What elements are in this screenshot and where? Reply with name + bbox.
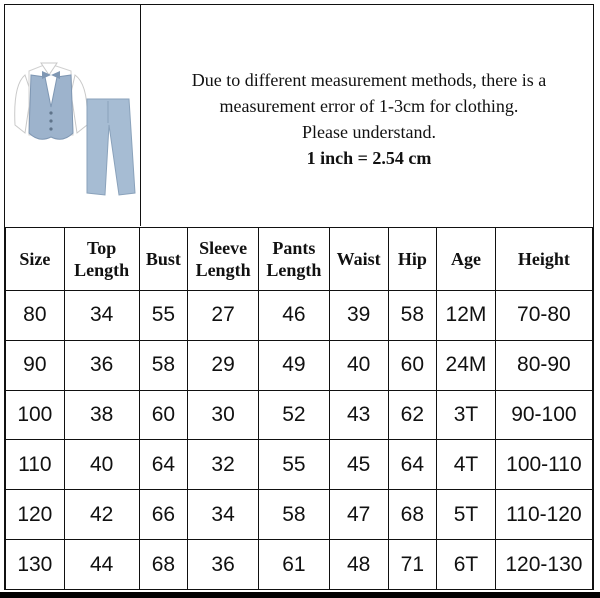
note-line-3: Please understand. [302,122,436,142]
table-cell: 100-110 [495,440,592,490]
column-header [188,228,259,291]
column-header-text: Waist [336,249,381,269]
table-cell: 45 [329,440,388,490]
table-cell: 32 [188,440,259,490]
column-header-text: Size [19,249,51,269]
table-cell: 43 [329,390,388,440]
table-cell: 24M [437,340,496,390]
table-cell: 110-120 [495,490,592,540]
table-cell: 71 [388,540,437,590]
inch-conversion: 1 inch = 2.54 cm [306,148,432,168]
note-line-1: Due to different measurement methods, there is a [191,70,547,90]
table-cell: 12M [437,291,496,341]
size-chart [4,4,594,590]
column-header-text: Hip [397,249,427,269]
table-cell: 34 [188,490,259,540]
table-cell: 130 [6,540,65,590]
column-header-text: Length [266,260,322,280]
column-header-text: Pants [272,238,316,258]
chart-header [5,5,593,228]
table-cell: 55 [139,291,188,341]
boys-suit-icon [5,5,139,225]
table-cell: 40 [64,440,139,490]
column-header-text: Length [195,260,251,280]
table-cell: 64 [388,440,437,490]
column-header-text: Top [86,238,117,258]
table-cell: 34 [64,291,139,341]
table-cell: 52 [259,390,330,440]
table-cell: 44 [64,540,139,590]
size-table [5,227,593,590]
table-cell: 55 [259,440,330,490]
table-cell: 46 [259,291,330,341]
table-cell: 64 [139,440,188,490]
table-row [6,490,593,540]
table-cell: 42 [64,490,139,540]
table-cell: 58 [259,490,330,540]
table-cell: 4T [437,440,496,490]
table-cell: 49 [259,340,330,390]
table-cell: 40 [329,340,388,390]
column-header [329,228,388,291]
table-cell: 39 [329,291,388,341]
column-header [437,228,496,291]
table-cell: 120 [6,490,65,540]
table-cell: 70-80 [495,291,592,341]
column-header-text: Length [74,260,130,280]
table-cell: 47 [329,490,388,540]
table-cell: 60 [139,390,188,440]
table-cell: 3T [437,390,496,440]
table-cell: 90-100 [495,390,592,440]
column-header [259,228,330,291]
column-header-text: Height [517,249,570,269]
table-cell: 100 [6,390,65,440]
table-cell: 48 [329,540,388,590]
table-header-row [6,228,593,291]
note-line-2: measurement error of 1-3cm for clothing. [219,96,519,116]
column-header [6,228,65,291]
table-cell: 60 [388,340,437,390]
table-row [6,340,593,390]
table-cell: 38 [64,390,139,440]
table-row [6,291,593,341]
table-cell: 29 [188,340,259,390]
column-header [64,228,139,291]
table-cell: 62 [388,390,437,440]
table-cell: 27 [188,291,259,341]
table-cell: 90 [6,340,65,390]
column-header-text: Bust [145,249,181,269]
column-header-text: Age [450,249,481,269]
measurement-note [145,67,593,171]
table-cell: 110 [6,440,65,490]
table-cell: 58 [388,291,437,341]
table-row [6,390,593,440]
column-header [388,228,437,291]
table-cell: 120-130 [495,540,592,590]
table-cell: 61 [259,540,330,590]
column-header [495,228,592,291]
table-cell: 36 [64,340,139,390]
table-cell: 68 [139,540,188,590]
bottom-border [0,592,600,598]
table-cell: 36 [188,540,259,590]
table-cell: 58 [139,340,188,390]
table-body [6,291,593,590]
column-header [139,228,188,291]
table-row [6,440,593,490]
table-cell: 30 [188,390,259,440]
table-cell: 6T [437,540,496,590]
table-cell: 68 [388,490,437,540]
table-cell: 66 [139,490,188,540]
table-cell: 80-90 [495,340,592,390]
table-row [6,540,593,590]
column-header-text: Sleeve [199,238,248,258]
table-cell: 5T [437,490,496,540]
product-image [5,5,141,226]
table-cell: 80 [6,291,65,341]
